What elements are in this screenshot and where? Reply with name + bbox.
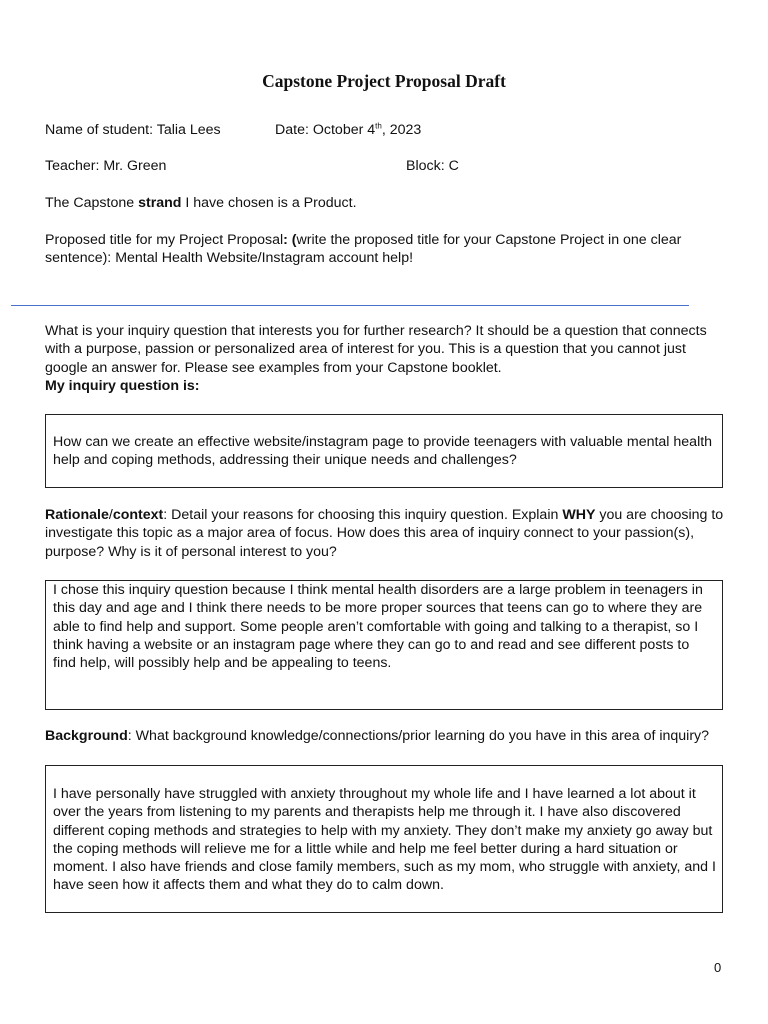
rationale-slash: / bbox=[108, 507, 113, 523]
student-name-label: Name of student: bbox=[45, 122, 157, 138]
background-answer-text: I have personally have struggled with anxiety throughout my whole life and I have learned a lot about it over the years from listening to my parents and therapists help me through it. I have also discovered different coping methods and strategies to help with my anxiety. They don’t make my anxiety go away but the coping methods will relieve me for a little while and help me feel better during a hard situation or moment. I also have friends and close family members, such as my mom, who struggle with anxiety, and I have seen how it affects them and what they do to calm down. bbox=[53, 786, 716, 894]
rationale-label: Rationale bbox=[45, 507, 109, 523]
background-prompt bbox=[45, 727, 725, 745]
page-number: 0 bbox=[714, 960, 722, 975]
strand-pre: The Capstone bbox=[45, 195, 139, 211]
proposed-title-paragraph bbox=[45, 231, 725, 268]
rationale-mid: : Detail your reasons for choosing this inquiry question. Explain bbox=[163, 507, 563, 523]
date-year: , 2023 bbox=[381, 122, 422, 138]
date-line bbox=[275, 121, 421, 139]
block-line: Block: C bbox=[406, 158, 459, 174]
rationale-why: WHY bbox=[562, 507, 596, 523]
proposed-title-bold: : ( bbox=[283, 232, 297, 248]
student-name-line bbox=[45, 121, 221, 139]
background-label: Background bbox=[45, 728, 128, 744]
rationale-prompt bbox=[45, 506, 725, 561]
student-name-value: Talia Lees bbox=[156, 122, 221, 138]
rationale-answer-box bbox=[45, 580, 723, 710]
rationale-post: you are choosing to investigate this topic as a major area of focus. How does this area of inquiry connect to your passion(s), purpose? Why is it of personal interest to you? bbox=[45, 507, 724, 560]
teacher-line: Teacher: Mr. Green bbox=[45, 158, 167, 174]
date-ordinal: th bbox=[375, 121, 382, 131]
inquiry-label: My inquiry question is: bbox=[45, 378, 200, 394]
strand-line bbox=[45, 194, 357, 212]
proposed-title-pre: Proposed title for my Project Proposal bbox=[45, 232, 284, 248]
date-label: Date: October 4 bbox=[275, 122, 376, 138]
inquiry-answer-box bbox=[45, 414, 723, 488]
inquiry-answer-text: How can we create an effective website/instagram page to provide teenagers with valuable mental health help and coping methods, addressing their unique needs and challenges? bbox=[53, 434, 713, 469]
strand-post: I have chosen is a Product. bbox=[181, 195, 357, 211]
proposed-title-post: write the proposed title for your Capstone Project in one clear sentence): Mental Health Website/Instagram account help! bbox=[45, 232, 682, 267]
rationale-label-context: context bbox=[112, 507, 164, 523]
background-post: : What background knowledge/connections/prior learning do you have in this area of inquiry? bbox=[127, 728, 710, 744]
section-divider bbox=[11, 305, 689, 306]
strand-bold: strand bbox=[138, 195, 182, 211]
rationale-answer-text: I chose this inquiry question because I think mental health disorders are a large problem in teenagers in this day and age and I think there needs to be more proper sources that teens can go to where they are able to find help and support. Some people aren’t comfortable with going and talking to a therapist, so I think having a website or an instagram page where they can go to and read and see different posts to find help, will possibly help and be appealing to teens. bbox=[53, 582, 703, 672]
background-answer-box bbox=[45, 765, 723, 913]
document-title: Capstone Project Proposal Draft bbox=[262, 71, 506, 91]
inquiry-prompt: What is your inquiry question that interests you for further research? It should be a question that connects with a purpose, passion or personalized area of interest for you. This is a question that you cannot just google an answer for. Please see examples from your Capstone booklet. bbox=[45, 323, 707, 376]
